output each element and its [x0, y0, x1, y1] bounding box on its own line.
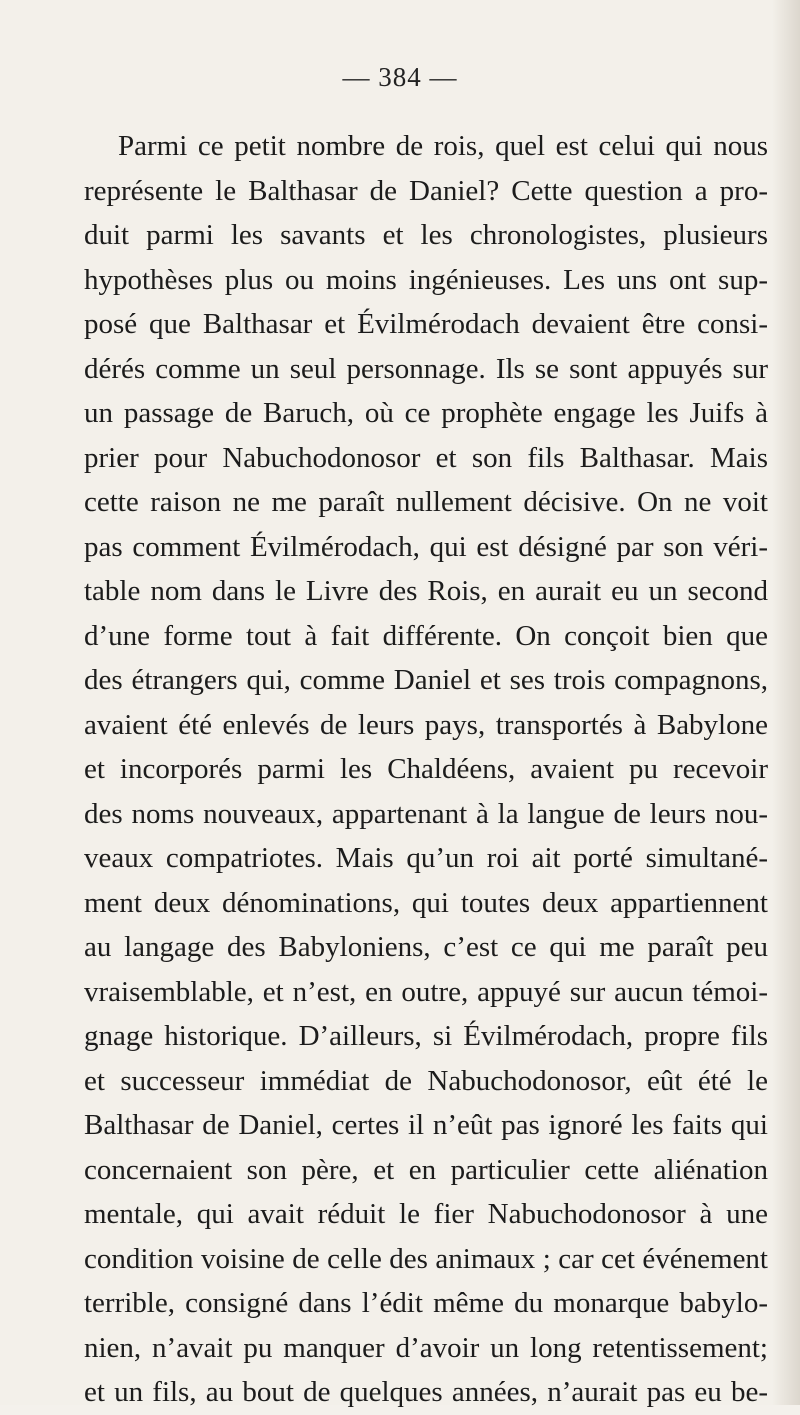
text-line: concernaient son père, et en particulier cette aliénation [84, 1153, 768, 1186]
text-line: terrible, consigné dans l’édit même du monarque babylo- [84, 1287, 768, 1319]
text-line: vraisemblable, et n’est, en outre, appuyé sur aucun témoi- [84, 975, 768, 1008]
text-line: des étrangers qui, comme Daniel et ses trois compagnons, [84, 664, 768, 696]
text-line: gnage historique. D’ailleurs, si Évilmérodach, propre fils [84, 1020, 768, 1052]
text-line: représente le Balthasar de Daniel? Cette question a pro- [84, 174, 768, 207]
text-line: et successeur immédiat de Nabuchodonosor, eût été le [84, 1064, 768, 1097]
page-number: — 384 — [342, 62, 458, 92]
page-edge-shadow [772, 0, 800, 1405]
text-line: et un fils, au bout de quelques années, n’aurait pas eu be- [84, 1376, 768, 1408]
text-line: posé que Balthasar et Évilmérodach devaient être consi- [84, 308, 768, 340]
text-line: cette raison ne me paraît nullement décisive. On ne voit [84, 486, 768, 518]
text-line: dérés comme un seul personnage. Ils se sont appuyés sur [84, 352, 768, 385]
text-line: prier pour Nabuchodonosor et son fils Balthasar. Mais [84, 441, 768, 474]
text-line: des noms nouveaux, appartenant à la langue de leurs nou- [84, 797, 768, 830]
text-line: hypothèses plus ou moins ingénieuses. Les uns ont sup- [84, 263, 768, 296]
body-text [84, 124, 768, 1415]
text-line: duit parmi les savants et les chronologistes, plusieurs [84, 219, 768, 251]
text-line: condition voisine de celle des animaux ; car cet événement [84, 1242, 768, 1275]
text-line: veaux compatriotes. Mais qu’un roi ait porté simultané- [84, 842, 768, 874]
text-line: nien, n’avait pu manquer d’avoir un long retentissement; [84, 1331, 768, 1364]
text-line: un passage de Baruch, où ce prophète engage les Juifs à [84, 397, 768, 429]
text-line: ment deux dénominations, qui toutes deux appartiennent [84, 886, 768, 919]
text-line: Balthasar de Daniel, certes il n’eût pas ignoré les faits qui [84, 1109, 768, 1141]
text-line: Parmi ce petit nombre de rois, quel est celui qui nous [118, 130, 768, 162]
text-line: table nom dans le Livre des Rois, en aurait eu un second [84, 575, 768, 607]
text-line: pas comment Évilmérodach, qui est désigné par son véri- [84, 530, 768, 563]
text-line: mentale, qui avait réduit le fier Nabuchodonosor à une [84, 1198, 768, 1230]
text-line: d’une forme tout à fait différente. On conçoit bien que [84, 619, 768, 652]
text-line: au langage des Babyloniens, c’est ce qui me paraît peu [84, 931, 768, 963]
text-line: et incorporés parmi les Chaldéens, avaient pu recevoir [84, 753, 768, 785]
text-line: avaient été enlevés de leurs pays, transportés à Babylone [84, 708, 768, 741]
